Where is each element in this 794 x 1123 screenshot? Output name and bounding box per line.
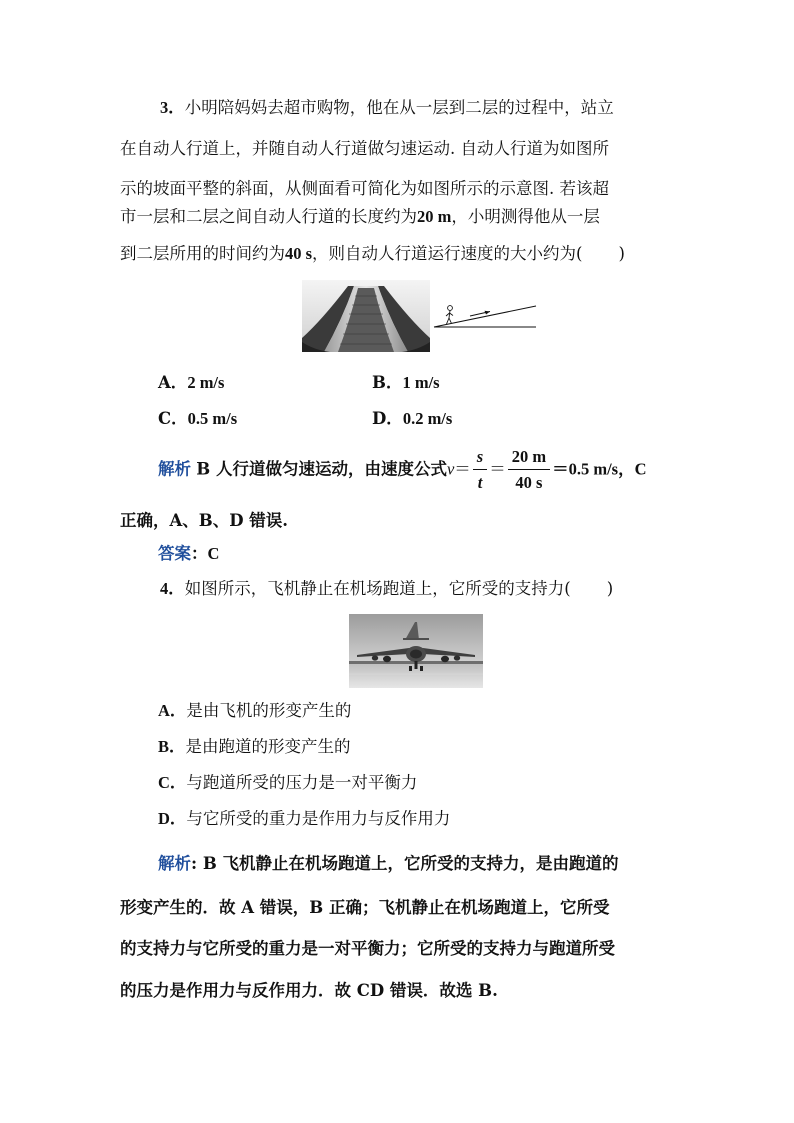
q3-fraction-values	[508, 447, 550, 493]
q3-analysis-text: B 人行道做匀速运动，由速度公式	[196, 459, 447, 479]
q4-option-b-text: 是由跑道的形变产生的	[185, 737, 351, 756]
q3-eq-1: ＝	[454, 459, 471, 479]
q4-option-b-letter: B．	[158, 737, 186, 756]
q3-line-3: 示的坡面平整的斜面，从侧面看可简化为如图所示的示意图. 若该超	[120, 179, 609, 198]
q3-option-d	[372, 405, 452, 429]
q3-var-v: v	[446, 459, 455, 479]
q3-option-d-text: 0.2 m/s	[402, 409, 453, 428]
q4-option-a-letter: A．	[158, 701, 187, 720]
q4-paren-close: )	[606, 579, 614, 598]
q4-option-a	[158, 703, 351, 720]
q3-fraction-s-t	[473, 447, 487, 493]
q3-line-5-c: ，则自动人行道运行速度的大小约为	[312, 244, 577, 263]
q4-analysis-line-3: 的支持力与它所受的重力是一对平衡力；它所受的支持力与跑道所受	[120, 939, 615, 958]
q4-analysis-line-1-text: : B 飞机静止在机场跑道上，它所受的支持力，是由跑道的	[191, 854, 619, 873]
q3-option-b-text: 1 m/s	[402, 373, 440, 392]
q3-option-c-letter: C．	[158, 409, 188, 428]
q3-paren-close: )	[618, 244, 625, 263]
q3-option-c	[158, 405, 237, 429]
q3-number: 3．	[160, 98, 185, 117]
q4-option-d	[158, 811, 450, 828]
q3-option-d-letter: D．	[372, 409, 403, 428]
q3-line-2: 在自动人行道上，并随自动人行道做匀速运动. 自动人行道为如图所	[120, 139, 609, 158]
q4-option-b	[158, 739, 351, 756]
q4-option-c	[158, 775, 417, 792]
q3-frac2-den: 40 s	[515, 473, 543, 492]
q3-analysis-label: 解析	[158, 459, 191, 479]
q3-analysis-result: ＝0.5 m/s，C	[552, 459, 647, 479]
q3-time-value: 40 s	[285, 244, 313, 263]
q4-option-c-letter: C．	[158, 773, 187, 792]
escalator-photo	[302, 280, 430, 352]
q4-stem-text: 如图所示，飞机静止在机场跑道上，它所受的支持力	[184, 579, 565, 598]
q3-analysis-line-2: 正确，A、B、D 错误.	[120, 511, 289, 530]
q4-analysis-line-4: 的压力是作用力与反作用力．故 CD 错误．故选 B.	[120, 981, 498, 1000]
q3-option-a-letter: A．	[158, 373, 188, 392]
q3-answer	[158, 546, 219, 563]
q3-line-5-a: 到二层所用的时间约为	[120, 244, 285, 263]
q4-analysis-line-1	[158, 856, 619, 873]
q3-paren-open: (	[576, 244, 583, 263]
q3-line-4	[120, 209, 600, 226]
q3-analysis-line-1	[158, 447, 647, 493]
q4-option-d-text: 与它所受的重力是作用力与反作用力	[186, 809, 451, 828]
q3-length-value: 20 m	[417, 207, 452, 226]
q4-option-c-text: 与跑道所受的压力是一对平衡力	[186, 773, 418, 792]
direction-arrow-icon	[470, 311, 490, 316]
q4-stem	[160, 581, 613, 598]
q3-line-4-a: 市一层和二层之间自动人行道的长度约为	[120, 207, 417, 226]
q3-frac2-num: 20 m	[508, 447, 550, 470]
q4-option-a-text: 是由飞机的形变产生的	[186, 701, 352, 720]
q3-option-a	[158, 369, 224, 393]
q3-line-4-c: ，小明测得他从一层	[451, 207, 600, 226]
person-icon	[446, 306, 453, 324]
q3-frac1-num: s	[473, 447, 487, 470]
q4-analysis-line-2: 形变产生的．故 A 错误，B 正确；飞机静止在机场跑道上，它所受	[120, 898, 610, 917]
q3-eq-2: ＝	[489, 459, 506, 479]
q3-option-b-letter: B．	[372, 373, 403, 392]
airplane-photo	[349, 614, 483, 688]
q3-option-c-text: 0.5 m/s	[187, 409, 238, 428]
q4-option-d-letter: D．	[158, 809, 187, 828]
q4-number: 4．	[160, 579, 185, 598]
q3-frac1-den: t	[477, 473, 483, 492]
q3-option-a-text: 2 m/s	[187, 373, 225, 392]
q4-paren-open: (	[564, 579, 571, 598]
q3-line-5	[120, 246, 625, 263]
q3-option-b	[372, 369, 440, 393]
q3-line-1-text: 小明陪妈妈去超市购物，他在从一层到二层的过程中，站立	[184, 98, 614, 117]
q3-answer-label: 答案	[158, 544, 191, 563]
incline-diagram	[432, 300, 542, 332]
q4-analysis-label: 解析	[158, 854, 191, 873]
q3-line-1	[160, 100, 614, 117]
q3-answer-value: ：C	[191, 544, 220, 563]
